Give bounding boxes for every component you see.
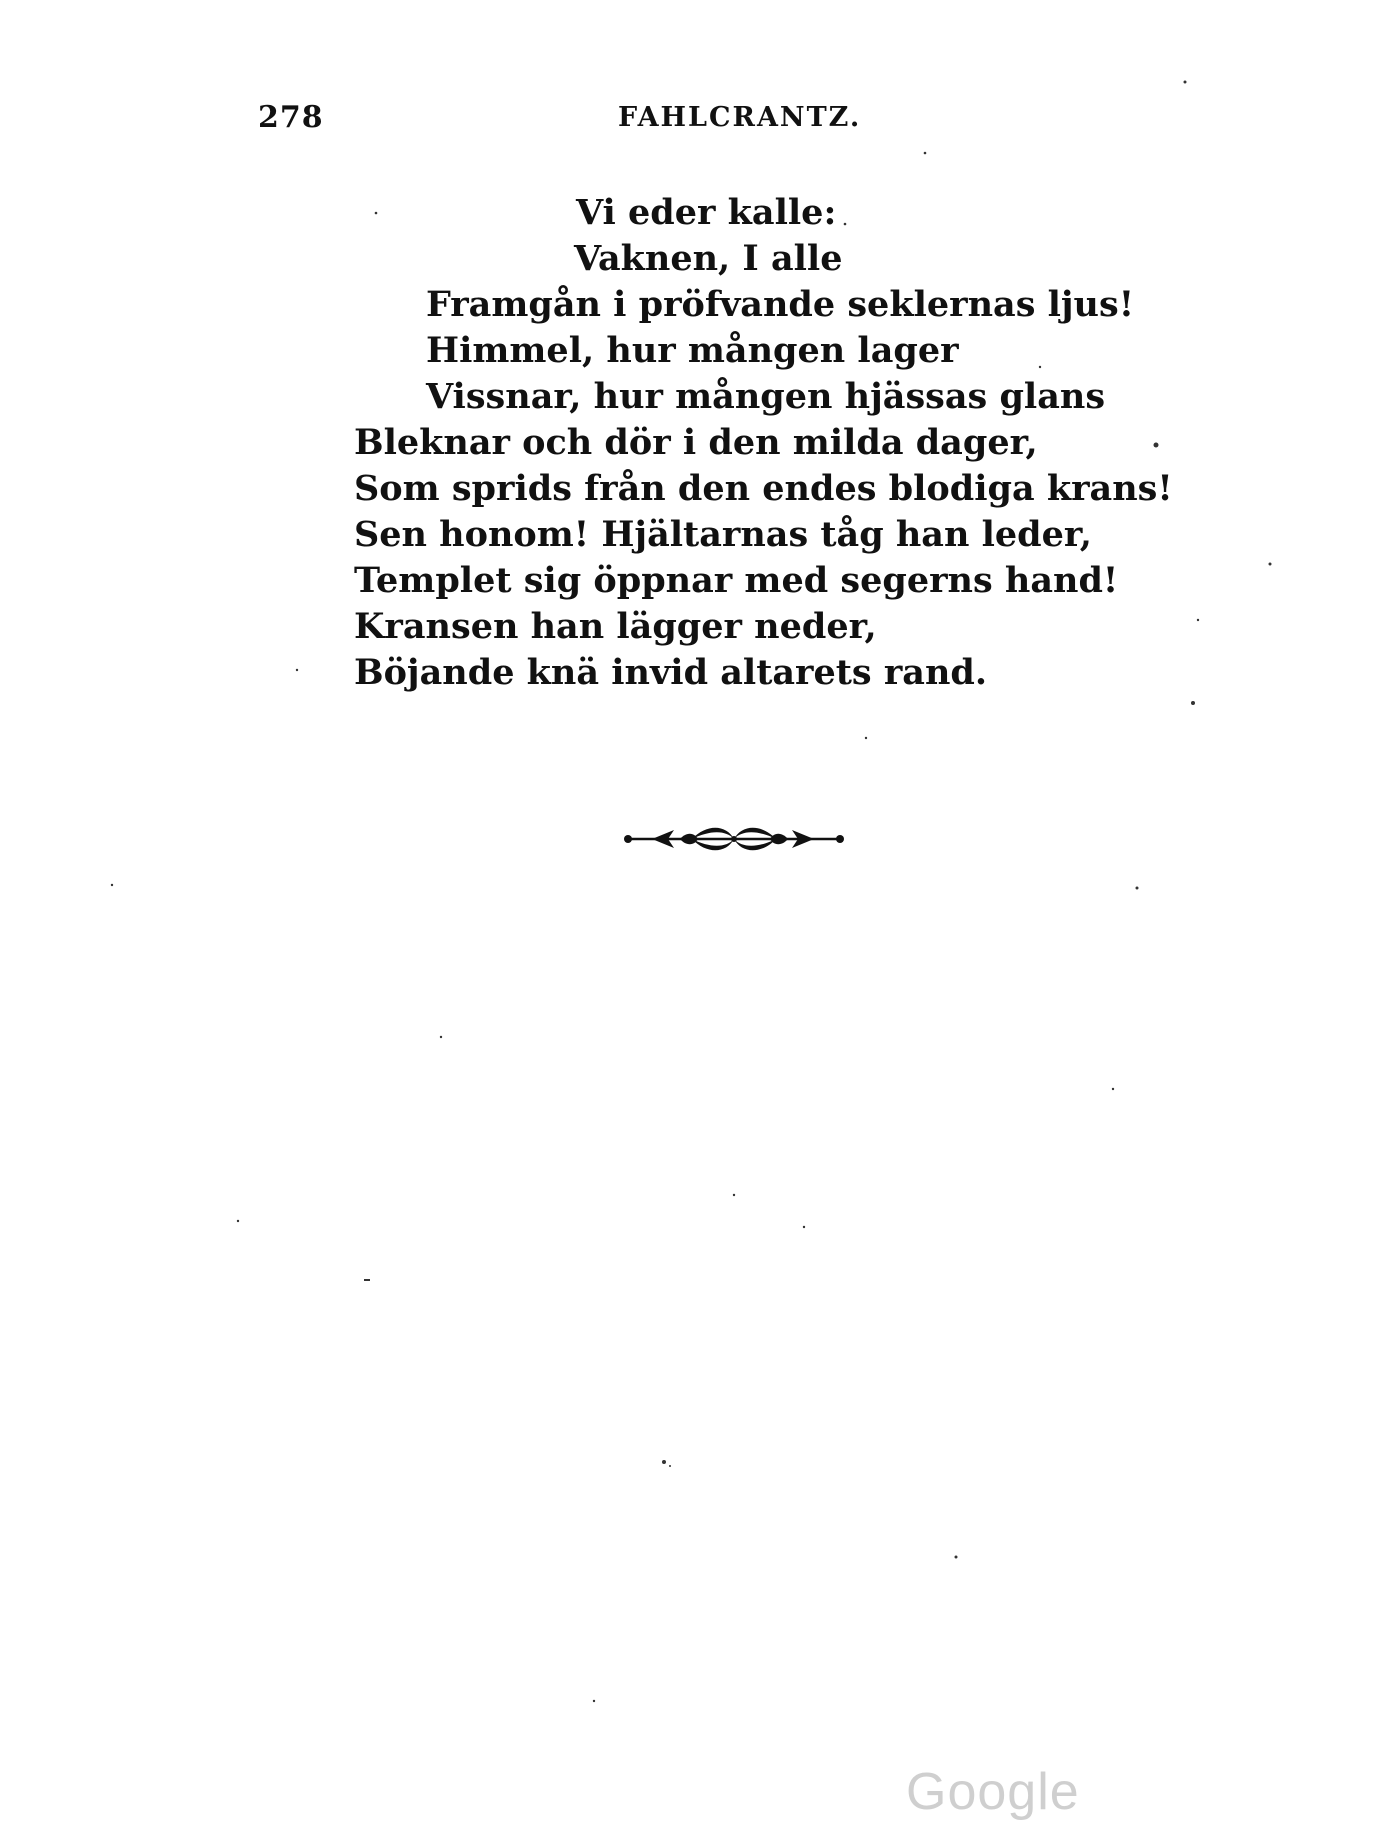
running-title: FAHLCRANTZ. — [618, 102, 862, 133]
page-number: 278 — [258, 100, 324, 135]
poem-line: Som sprids från den endes blodiga krans! — [354, 468, 1173, 509]
poem-line: Vissnar, hur mången hjässas glans — [426, 376, 1106, 417]
poem-line: Bleknar och dör i den milda dager, — [354, 422, 1038, 463]
poem-line: Himmel, hur mången lager — [426, 330, 959, 371]
poem-line: Sen honom! Hjältarnas tåg han leder, — [354, 514, 1092, 555]
poem-line: Kransen han lägger neder, — [354, 606, 877, 647]
google-watermark: Google — [906, 1763, 1080, 1821]
running-head — [0, 100, 1400, 140]
poem-line: Böjande knä invid altarets rand. — [354, 652, 988, 693]
poem-line: Vi eder kalle: — [576, 192, 837, 233]
poem-line: Templet sig öppnar med segerns hand! — [354, 560, 1119, 601]
poem-line: Framgån i pröfvande seklernas ljus! — [426, 284, 1135, 325]
leaf-vine-ornament-icon — [622, 820, 846, 858]
poem-line: Vaknen, I alle — [574, 238, 843, 279]
